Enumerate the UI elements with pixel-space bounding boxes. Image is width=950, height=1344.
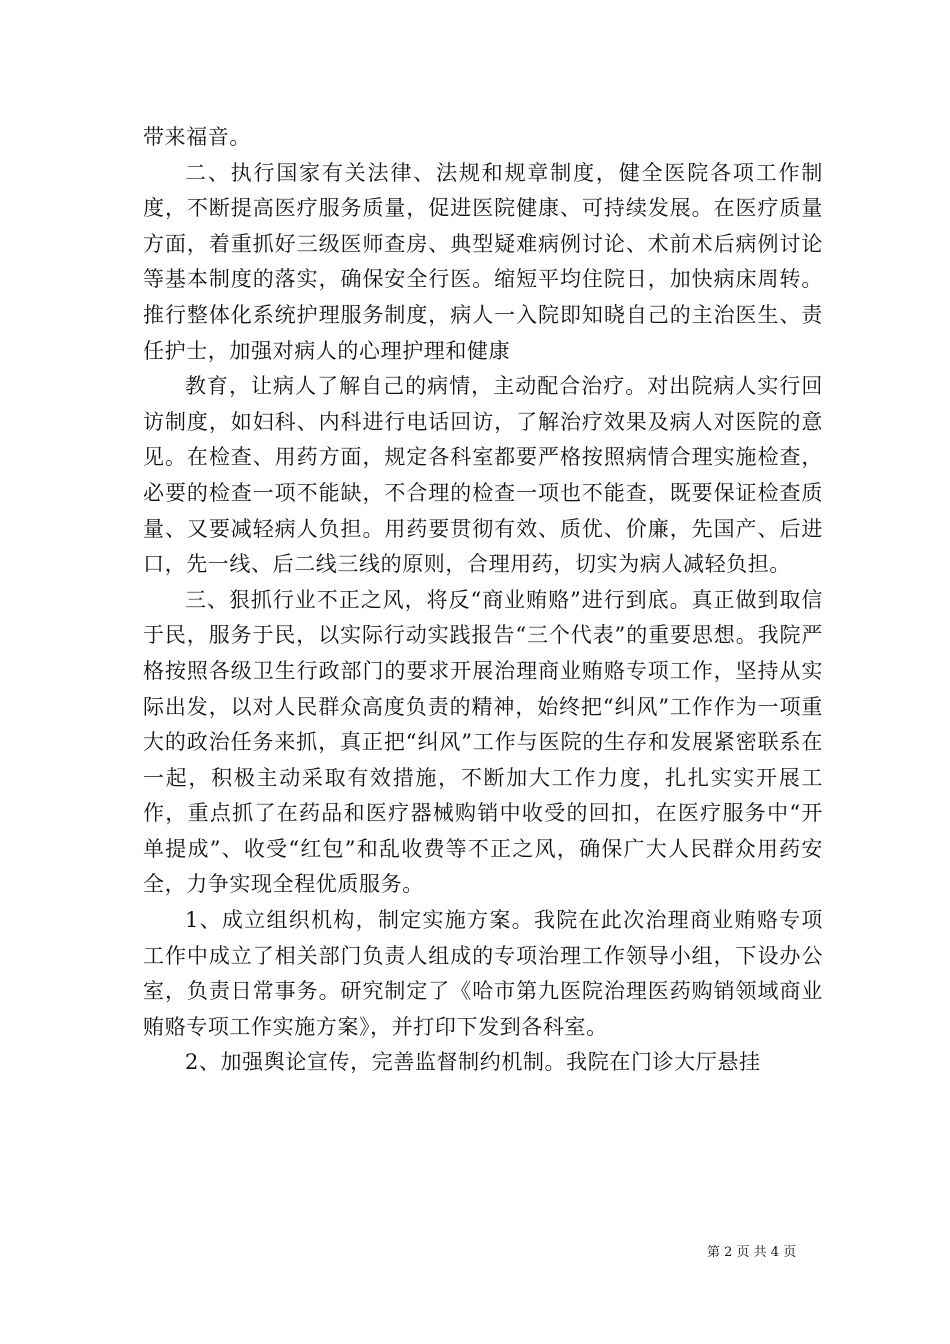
paragraph-section-three: 三、狠抓行业不正之风，将反“商业贿赂”进行到底。真正做到取信于民，服务于民，以实际行动实践报告“三个代表”的重要思想。我院严格按照各级卫生行政部门的要求开展治理商业贿赂专项工作，坚持从实际出发，以对人民群众高度负责的精神，始终把“纠风”工作作为一项重大的政治任务来抓，真正把“纠风”工作与医院的生存和发展紧密联系在一起，积极主动采取有效措施，不断加大工作力度，扎扎实实开展工作，重点抓了在药品和医疗器械购销中收受的回扣，在医疗服务中“开单提成”、收受“红包”和乱收费等不正之风，确保广大人民群众用药安全，力争实现全程优质服务。 — [143, 587, 823, 897]
paragraph-section-two: 二、执行国家有关法律、法规和规章制度，健全医院各项工作制度，不断提高医疗服务质量，促进医院健康、可持续发展。在医疗质量方面，着重抓好三级医师查房、典型疑难病例讨论、术前术后病例讨论等基本制度的落实，确保安全行医。缩短平均住院日，加快病床周转。推行整体化系统护理服务制度，病人一入院即知晓自己的主治医生、责任护士，加强对病人的心理护理和健康 — [143, 160, 823, 363]
page-number-footer: 第 2 页 共 4 页 — [707, 1245, 797, 1260]
document-body — [143, 120, 823, 1081]
paragraph-item-one: 1、成立组织机构，制定实施方案。我院在此次治理商业贿赂专项工作中成立了相关部门负责人组成的专项治理工作领导小组，下设办公室，负责日常事务。研究制定了《哈市第九医院治理医药购销领域商业贿赂专项工作实施方案》，并打印下发到各科室。 — [143, 908, 823, 1039]
paragraph-item-two: 2、加强舆论宣传，完善监督制约机制。我院在门诊大厅悬挂 — [185, 1050, 761, 1075]
paragraph-continuation: 带来福音。 — [143, 125, 251, 149]
paragraph-section-two-continued: 教育，让病人了解自己的病情，主动配合治疗。对出院病人实行回访制度，如妇科、内科进行电话回访，了解治疗效果及病人对医院的意见。在检查、用药方面，规定各科室都要严格按照病情合理实施检查，必要的检查一项不能缺，不合理的检查一项也不能查，既要保证检查质量、又要减轻病人负担。用药要贯彻有效、质优、价廉，先国产、后进口，先一线、后二线三线的原则，合理用药，切实为病人减轻负担。 — [143, 374, 823, 577]
